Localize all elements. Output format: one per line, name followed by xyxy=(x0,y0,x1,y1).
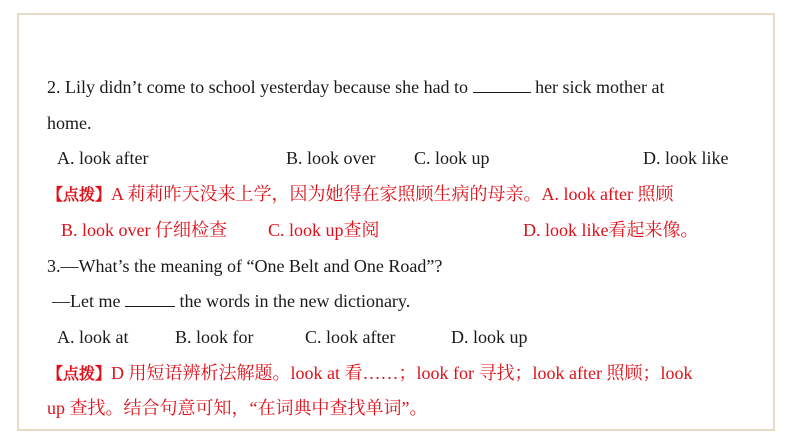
q3-option-b: B. look for xyxy=(175,327,254,347)
q2-stem-line2: home. xyxy=(47,113,92,133)
q2-option-d: D. look like xyxy=(643,148,729,168)
q3-answer-blank xyxy=(125,290,175,307)
q2-hint-line1 xyxy=(47,183,674,206)
q2-hint-option-b: B. look over 仔细检查 xyxy=(61,220,227,240)
q2-stem-part2: her sick mother at xyxy=(535,77,665,97)
q3-stem-part1: —Let me xyxy=(52,291,121,311)
q3-hint-text: D 用短语辨析法解题。look at 看……；look for 寻找；look after 照顾；look xyxy=(111,363,693,383)
q2-hint-option-d: D. look like看起来像。 xyxy=(523,220,699,240)
q2-stem-part1: 2. Lily didn’t come to school yesterday because she had to xyxy=(47,77,469,97)
q2-hint-option-c: C. look up查阅 xyxy=(268,220,380,240)
q2-option-b: B. look over xyxy=(286,148,376,168)
q2-option-c: C. look up xyxy=(414,148,490,168)
q3-stem-part2: the words in the new dictionary. xyxy=(179,291,411,311)
q2-hint-label: 【点拨】 xyxy=(47,185,112,204)
q2-hint-text: A 莉莉昨天没来上学，因为她得在家照顾生病的母亲。A. look after 照顾 xyxy=(111,184,674,204)
q3-hint-line1 xyxy=(47,362,692,385)
q2-option-a: A. look after xyxy=(57,148,149,168)
q3-option-c: C. look after xyxy=(305,327,396,347)
q2-answer-blank xyxy=(473,76,531,93)
q3-hint-line2: up 查找。结合句意可知，“在词典中查找单词”。 xyxy=(47,398,428,418)
q2-stem-line1 xyxy=(47,76,665,98)
q3-option-d: D. look up xyxy=(451,327,528,347)
q3-stem-line1: 3.—What’s the meaning of “One Belt and One Road”? xyxy=(47,256,443,276)
q3-option-a: A. look at xyxy=(57,327,129,347)
q3-hint-label: 【点拨】 xyxy=(47,364,112,383)
q3-stem-line2 xyxy=(52,290,410,312)
